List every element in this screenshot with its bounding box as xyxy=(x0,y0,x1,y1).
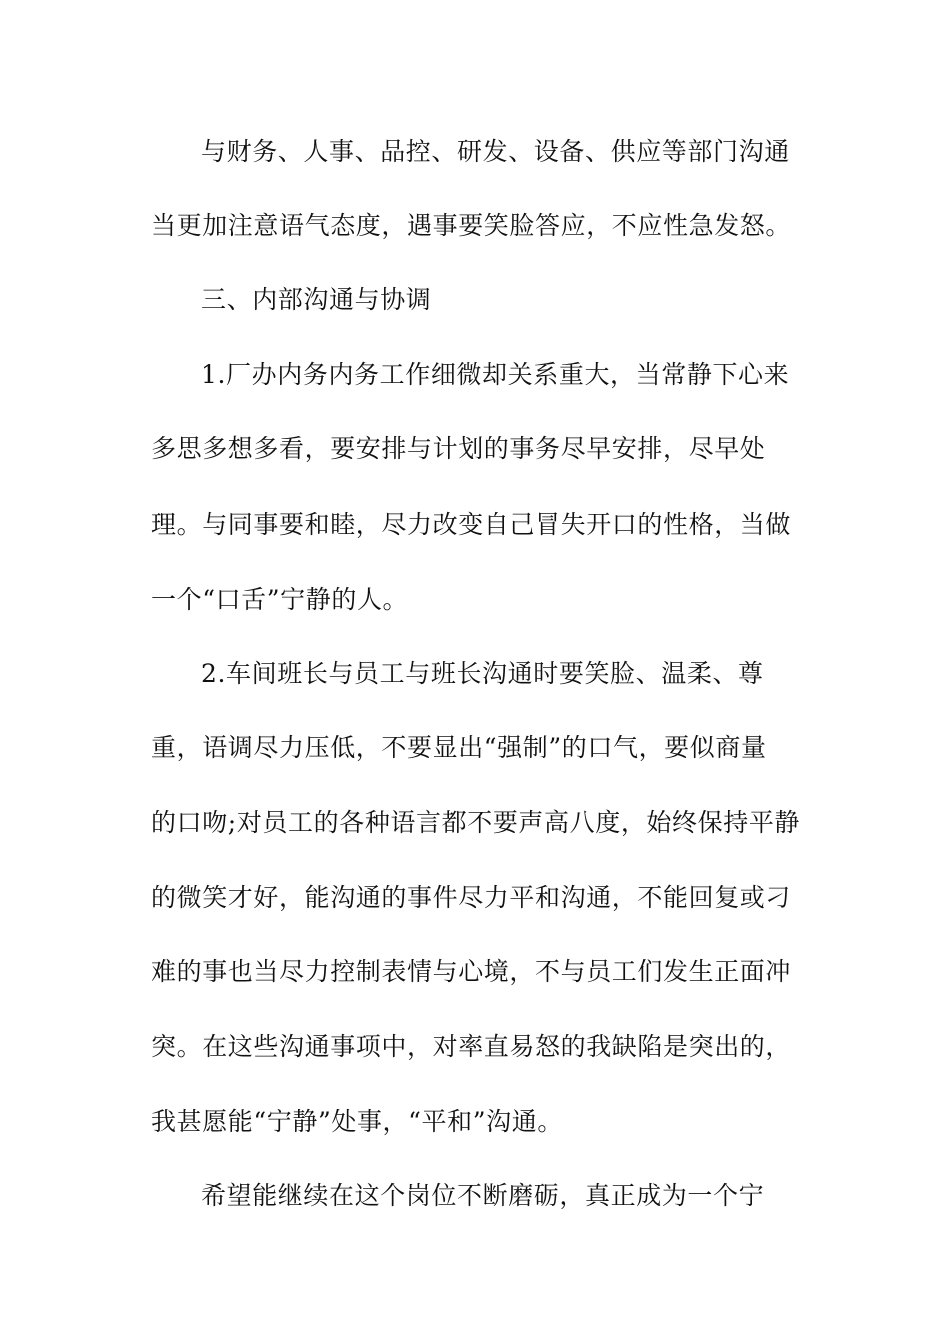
text-line: 当更加注意语气态度，遇事要笑脸答应，不应性急发怒。 xyxy=(151,211,792,240)
text-line: 的微笑才好，能沟通的事件尽力平和沟通，不能回复或刁 xyxy=(151,883,792,912)
text-line: 我甚愿能“宁静”处事，“平和”沟通。 xyxy=(151,1107,563,1136)
text-line: 与财务、人事、品控、研发、设备、供应等部门沟通 xyxy=(201,137,790,166)
text-line: 2.车间班长与员工与班长沟通时要笑脸、温柔、尊 xyxy=(201,659,764,688)
text-line: 一个“口舌”宁静的人。 xyxy=(151,585,409,614)
text-line: 希望能继续在这个岗位不断磨砺，真正成为一个宁 xyxy=(201,1181,765,1210)
text-line: 的口吻;对员工的各种语言都不要声高八度，始终保持平静 xyxy=(151,808,801,837)
text-line: 多思多想多看，要安排与计划的事务尽早安排，尽早处 xyxy=(151,434,766,463)
text-line: 理。与同事要和睦，尽力改变自己冒失开口的性格，当做 xyxy=(151,510,792,539)
text-line: 重，语调尽力压低，不要显出“强制”的口气，要似商量 xyxy=(151,733,767,762)
text-line: 1.厂办内务内务工作细微却关系重大，当常静下心来 xyxy=(201,360,790,389)
text-line: 突。在这些沟通事项中，对率直易怒的我缺陷是突出的， xyxy=(151,1032,792,1061)
text-line: 难的事也当尽力控制表情与心境，不与员工们发生正面冲 xyxy=(151,957,792,986)
section-heading: 三、内部沟通与协调 xyxy=(201,285,432,314)
